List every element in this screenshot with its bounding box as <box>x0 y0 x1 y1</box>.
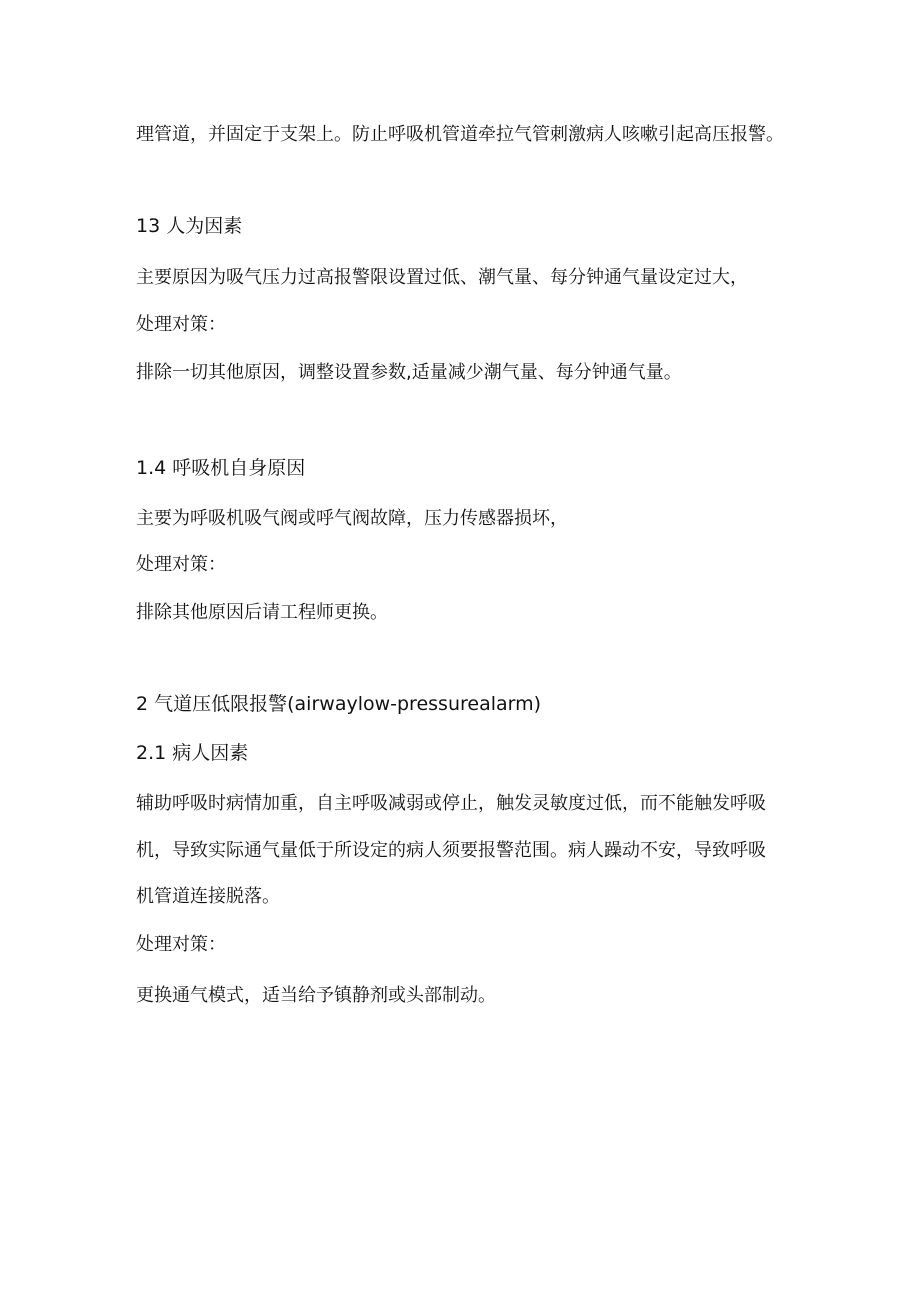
continuation-paragraph: 理管道，并固定于支架上。防止呼吸机管道牵拉气管刺激病人咳嗽引起高压报警。 <box>136 124 784 145</box>
section-2-1-cause-line: 机，导致实际通气量低于所设定的病人须要报警范围。病人躁动不安，导致呼吸 <box>136 840 766 861</box>
section-2-1-measure-label: 处理对策： <box>136 934 226 955</box>
section-2-1-cause-line: 机管道连接脱落。 <box>136 886 280 907</box>
section-2-heading: 2 气道压低限报警(airwaylow-pressurealarm) <box>136 693 542 715</box>
section-1-4-cause: 主要为呼吸机吸气阀或呼气阀故障，压力传感器损坏， <box>136 508 568 529</box>
section-1-3-heading: 13 人为因素 <box>136 215 243 237</box>
section-1-4-heading: 1.4 呼吸机自身原因 <box>136 457 306 479</box>
section-2-1-cause-line: 辅助呼吸时病情加重，自主呼吸减弱或停止，触发灵敏度过低，而不能触发呼吸 <box>136 793 766 814</box>
section-1-4-measure-label: 处理对策： <box>136 554 226 575</box>
section-1-3-cause: 主要原因为吸气压力过高报警限设置过低、潮气量、每分钟通气量设定过大， <box>136 267 748 288</box>
section-1-3-measure: 排除一切其他原因，调整设置参数,适量减少潮气量、每分钟通气量。 <box>136 362 682 383</box>
section-1-3-measure-label: 处理对策： <box>136 314 226 335</box>
section-2-1-heading: 2.1 病人因素 <box>136 742 249 764</box>
section-2-1-measure: 更换通气模式，适当给予镇静剂或头部制动。 <box>136 985 496 1006</box>
section-1-4-measure: 排除其他原因后请工程师更换。 <box>136 602 388 623</box>
